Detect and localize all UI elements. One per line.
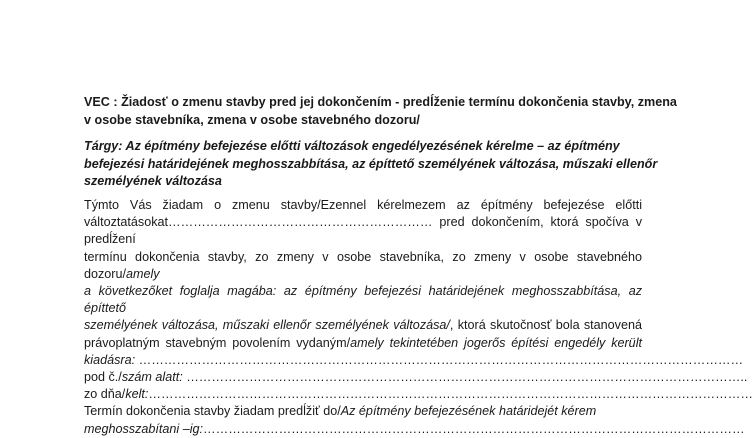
fill-field-number[interactable]: …………………………………………………………………………………………………………………….. [182, 370, 748, 385]
body-line-7 [84, 352, 744, 369]
body-text-1: Týmto Vás žiadam o zmenu stavby/Ezennel kérelmezem az építmény befejezése előtti [84, 198, 642, 212]
body-line-2 [84, 214, 642, 248]
body-text-7-it: kiadásra: [84, 352, 136, 367]
body-text-6: právoplatným stavebným povolením vydaným/ [84, 335, 351, 350]
body-line-9 [84, 386, 753, 403]
targy-heading [84, 138, 658, 191]
targy-line-2: befejezési határidejének meghosszabbítása, az építtető személyének változása, műszaki ellenőr [84, 156, 658, 171]
fill-field-date[interactable]: ……………………………………………………………………………………………………………………………… [148, 387, 753, 402]
body-text-10: Termín dokončenia stavby žiadam predĺžiť do/ [84, 404, 341, 419]
body-line-1 [84, 197, 642, 214]
body-line-10 [84, 403, 642, 420]
body-text-5: , ktorá skutočnosť bola stanovená [449, 318, 642, 333]
targy-line-3: személyének változása [84, 174, 222, 188]
body-text-8: pod č./ [84, 370, 122, 385]
body-line-6 [84, 335, 642, 352]
subject-heading [84, 94, 677, 129]
subject-line-2: v osobe stavebníka, zmena v osobe stavebného dozoru/ [84, 112, 420, 127]
subject-line-1: VEC : Žiadosť o zmenu stavby pred jej dokončením - predĺženie termínu dokončenia stavby, zmena [84, 95, 677, 109]
body-text-2: változtatásokat……………………………………………………… pred dokončením, ktorá spočíva v predĺžení [84, 215, 642, 247]
targy-line-1: Tárgy: Az építmény befejezése előtti változások engedélyezésének kérelme – az építmény [84, 139, 620, 153]
body-text-3: termínu dokončenia stavby, zo zmeny v osobe stavebníka, zo zmeny v osobe stavebného dozoru/ [84, 249, 642, 281]
body-line-5 [84, 317, 642, 334]
body-text-5-it: személyének változása, műszaki ellenőr személyének változása/ [84, 318, 450, 333]
body-line-3 [84, 249, 642, 283]
body-text-3-it: amely [126, 266, 160, 281]
body-line-11 [84, 421, 745, 438]
body-text-6-it: amely tekintetében jogerős építési engedély került [350, 335, 642, 350]
fill-field-kiadasra[interactable]: ……………………………………………………………………………………………………………………………… [135, 352, 744, 367]
request-body [84, 197, 753, 438]
body-text-9-it: kelt: [125, 387, 149, 402]
body-text-4-it: a következőket foglalja magába: az építmény befejezési határidejének meghosszabbítása, az építtető [84, 284, 642, 316]
body-line-4 [84, 283, 642, 317]
fill-field-deadline[interactable]: ………………………………………………………………………………………………………………… [203, 421, 745, 436]
body-text-8-it: szám alatt: [121, 370, 183, 385]
body-text-9: zo dňa/ [84, 387, 126, 402]
body-line-8 [84, 369, 748, 386]
body-text-10-it: Az építmény befejezésének határidejét kérem [340, 404, 597, 419]
body-text-11-it: meghosszabítani –ig: [84, 421, 204, 436]
